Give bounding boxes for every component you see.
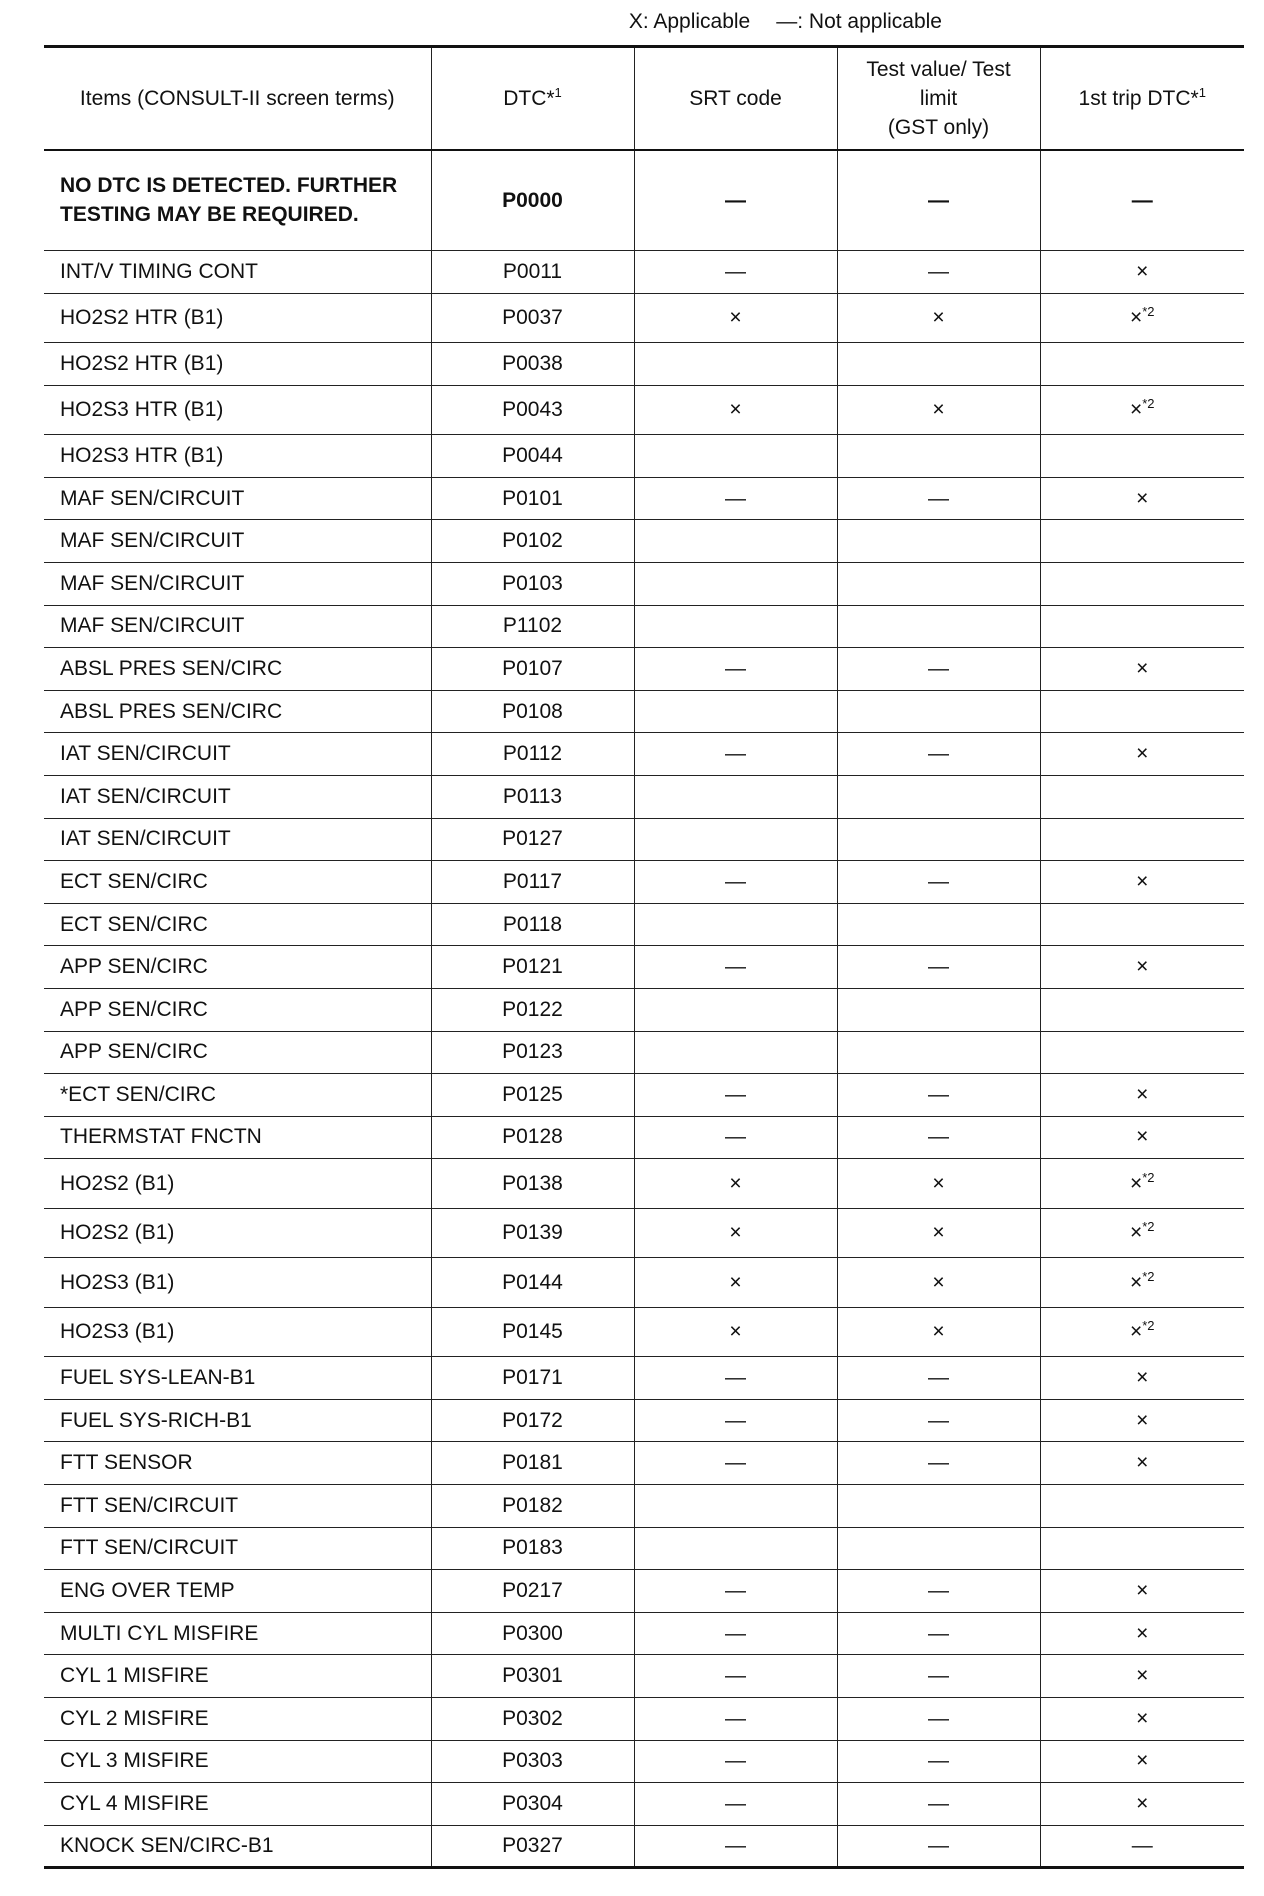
cell-srt-code (634, 988, 837, 1031)
cell-first-trip-dtc (1040, 1485, 1244, 1528)
cell-test-value: — (837, 946, 1040, 989)
cell-item: IAT SEN/CIRCUIT (44, 733, 431, 776)
cell-test-value (837, 520, 1040, 563)
cell-first-trip-dtc: × (1040, 1655, 1244, 1698)
cell-test-value: — (837, 1740, 1040, 1783)
cell-dtc: P0303 (431, 1740, 634, 1783)
footnote-marker: *2 (1142, 1268, 1155, 1284)
cell-srt-code: × (634, 1208, 837, 1258)
cell-srt-code (634, 520, 837, 563)
cell-item: CYL 1 MISFIRE (44, 1655, 431, 1698)
cell-first-trip-dtc (1040, 690, 1244, 733)
cell-first-trip-dtc (1040, 1527, 1244, 1570)
cell-srt-code: × (634, 385, 837, 435)
cell-test-value: — (837, 1442, 1040, 1485)
cell-srt-code: — (634, 1357, 837, 1400)
table-row (44, 1357, 1244, 1400)
cell-test-value (837, 1031, 1040, 1074)
cell-first-trip-dtc (1040, 435, 1244, 478)
cell-test-value: × (837, 385, 1040, 435)
cell-first-trip-dtc: ×$^{*2}$ (1040, 1159, 1244, 1209)
cell-item: KNOCK SEN/CIRC-B1 (44, 1825, 431, 1868)
cell-dtc: P0301 (431, 1655, 634, 1698)
cell-test-value: — (837, 1783, 1040, 1826)
table-row (44, 435, 1244, 478)
cell-item: CYL 4 MISFIRE (44, 1783, 431, 1826)
cell-dtc: P0302 (431, 1698, 634, 1741)
table-row (44, 1485, 1244, 1528)
cell-item: INT/V TIMING CONT (44, 251, 431, 294)
cell-item: MAF SEN/CIRCUIT (44, 520, 431, 563)
cell-srt-code (634, 343, 837, 386)
table-row (44, 1612, 1244, 1655)
table-header (44, 47, 1244, 150)
cell-item: FTT SEN/CIRCUIT (44, 1527, 431, 1570)
table-row (44, 818, 1244, 861)
cell-srt-code: — (634, 1612, 837, 1655)
footnote-marker: *2 (1142, 303, 1155, 319)
cell-item: MAF SEN/CIRCUIT (44, 605, 431, 648)
cell-item: HO2S3 (B1) (44, 1258, 431, 1308)
footnote-marker: *2 (1142, 395, 1155, 411)
cell-srt-code (634, 1485, 837, 1528)
cell-dtc: P0128 (431, 1116, 634, 1159)
legend-applicable: X: Applicable (628, 10, 751, 33)
cell-srt-code: — (634, 1116, 837, 1159)
cell-item: IAT SEN/CIRCUIT (44, 775, 431, 818)
cell-srt-code (634, 435, 837, 478)
cell-srt-code: — (634, 733, 837, 776)
cell-item: ABSL PRES SEN/CIRC (44, 690, 431, 733)
cell-first-trip-dtc: × (1040, 1698, 1244, 1741)
cell-dtc: P0011 (431, 251, 634, 294)
cell-dtc: P0300 (431, 1612, 634, 1655)
cell-srt-code: — (634, 1698, 837, 1741)
cell-test-value: — (837, 1655, 1040, 1698)
table-row (44, 1031, 1244, 1074)
cell-srt-code (634, 818, 837, 861)
cell-test-value (837, 435, 1040, 478)
cell-dtc: P0172 (431, 1399, 634, 1442)
cell-dtc: P0144 (431, 1258, 634, 1308)
cell-srt-code (634, 690, 837, 733)
cell-dtc: P0107 (431, 648, 634, 691)
cell-dtc: P0327 (431, 1825, 634, 1868)
cell-dtc: P0171 (431, 1357, 634, 1400)
cell-srt-code: — (634, 1825, 837, 1868)
cell-item: NO DTC IS DETECTED. FURTHER TESTING MAY BE REQUIRED. (44, 150, 431, 251)
table-row (44, 1399, 1244, 1442)
cell-srt-code: — (634, 861, 837, 904)
cell-item: FUEL SYS-RICH-B1 (44, 1399, 431, 1442)
cell-test-value: — (837, 1357, 1040, 1400)
cell-test-value: — (837, 477, 1040, 520)
header-test-value: Test value/ Test limit (GST only) (837, 47, 1040, 150)
cell-first-trip-dtc: × (1040, 1740, 1244, 1783)
cell-dtc: P0038 (431, 343, 634, 386)
cell-test-value: — (837, 251, 1040, 294)
cell-dtc: P0117 (431, 861, 634, 904)
cell-item: HO2S2 (B1) (44, 1159, 431, 1209)
cell-item: IAT SEN/CIRCUIT (44, 818, 431, 861)
cell-test-value: — (837, 861, 1040, 904)
cell-dtc: P0181 (431, 1442, 634, 1485)
dtc-table (44, 45, 1244, 1869)
cell-first-trip-dtc: × (1040, 1399, 1244, 1442)
table-row (44, 1570, 1244, 1613)
footnote-marker: *2 (1142, 1169, 1155, 1185)
cell-test-value: — (837, 1698, 1040, 1741)
cell-srt-code: — (634, 1442, 837, 1485)
table-row (44, 520, 1244, 563)
cell-item: HO2S2 (B1) (44, 1208, 431, 1258)
cell-test-value (837, 343, 1040, 386)
table-row (44, 251, 1244, 294)
table-body (44, 150, 1244, 1868)
cell-dtc: P0121 (431, 946, 634, 989)
cell-first-trip-dtc: × (1040, 251, 1244, 294)
cell-dtc: P0138 (431, 1159, 634, 1209)
cell-srt-code: — (634, 1740, 837, 1783)
cell-srt-code (634, 775, 837, 818)
cell-srt-code: — (634, 1570, 837, 1613)
cell-dtc: P0217 (431, 1570, 634, 1613)
cell-first-trip-dtc: × (1040, 1357, 1244, 1400)
cell-first-trip-dtc: × (1040, 1074, 1244, 1117)
table-row (44, 293, 1244, 343)
table-row (44, 1740, 1244, 1783)
table-row (44, 946, 1244, 989)
cell-first-trip-dtc (1040, 1031, 1244, 1074)
cell-test-value: — (837, 648, 1040, 691)
cell-test-value (837, 1527, 1040, 1570)
cell-item: MAF SEN/CIRCUIT (44, 562, 431, 605)
cell-dtc: P0101 (431, 477, 634, 520)
cell-test-value: — (837, 1612, 1040, 1655)
cell-item: *ECT SEN/CIRC (44, 1074, 431, 1117)
table-row (44, 477, 1244, 520)
cell-first-trip-dtc: — (1040, 150, 1244, 251)
cell-srt-code: × (634, 1258, 837, 1308)
cell-test-value: — (837, 733, 1040, 776)
cell-test-value: — (837, 150, 1040, 251)
cell-srt-code: × (634, 293, 837, 343)
cell-test-value (837, 818, 1040, 861)
cell-srt-code: — (634, 1074, 837, 1117)
footnote-marker: *2 (1142, 1318, 1155, 1334)
cell-first-trip-dtc (1040, 903, 1244, 946)
table-row (44, 562, 1244, 605)
cell-test-value: — (837, 1825, 1040, 1868)
cell-first-trip-dtc: × (1040, 648, 1244, 691)
cell-srt-code: × (634, 1159, 837, 1209)
cell-first-trip-dtc: × (1040, 1612, 1244, 1655)
cell-first-trip-dtc: × (1040, 1783, 1244, 1826)
table-row (44, 1783, 1244, 1826)
table-row (44, 988, 1244, 1031)
table-row (44, 1442, 1244, 1485)
cell-srt-code: — (634, 251, 837, 294)
cell-dtc: P1102 (431, 605, 634, 648)
cell-first-trip-dtc: × (1040, 1116, 1244, 1159)
cell-test-value (837, 1485, 1040, 1528)
cell-dtc: P0102 (431, 520, 634, 563)
cell-item: HO2S3 HTR (B1) (44, 385, 431, 435)
cell-test-value (837, 562, 1040, 605)
table-row (44, 1698, 1244, 1741)
cell-dtc: P0044 (431, 435, 634, 478)
table-row (44, 385, 1244, 435)
cell-dtc: P0000 (431, 150, 634, 251)
table-row (44, 1655, 1244, 1698)
cell-first-trip-dtc: × (1040, 861, 1244, 904)
cell-item: APP SEN/CIRC (44, 988, 431, 1031)
cell-srt-code: — (634, 1399, 837, 1442)
cell-test-value (837, 775, 1040, 818)
table-row (44, 861, 1244, 904)
cell-item: ABSL PRES SEN/CIRC (44, 648, 431, 691)
cell-item: HO2S2 HTR (B1) (44, 343, 431, 386)
cell-dtc: P0108 (431, 690, 634, 733)
table-row (44, 1074, 1244, 1117)
cell-first-trip-dtc (1040, 343, 1244, 386)
cell-first-trip-dtc (1040, 605, 1244, 648)
cell-first-trip-dtc: ×$^{*2}$ (1040, 1258, 1244, 1308)
cell-item: ECT SEN/CIRC (44, 861, 431, 904)
header-items: Items (CONSULT-II screen terms) (44, 47, 431, 150)
cell-srt-code: — (634, 477, 837, 520)
cell-srt-code (634, 1031, 837, 1074)
table-row (44, 903, 1244, 946)
cell-dtc: P0112 (431, 733, 634, 776)
cell-dtc: P0113 (431, 775, 634, 818)
cell-srt-code: — (634, 1655, 837, 1698)
cell-test-value: × (837, 1208, 1040, 1258)
cell-srt-code (634, 1527, 837, 1570)
table-row (44, 1258, 1244, 1308)
table-row (44, 1159, 1244, 1209)
cell-test-value: — (837, 1116, 1040, 1159)
cell-dtc: P0103 (431, 562, 634, 605)
cell-test-value: × (837, 1307, 1040, 1357)
cell-dtc: P0183 (431, 1527, 634, 1570)
cell-first-trip-dtc: ×$^{*2}$ (1040, 1208, 1244, 1258)
cell-test-value (837, 903, 1040, 946)
legend-not-applicable: —: Not applicable (776, 10, 942, 33)
table-row (44, 1307, 1244, 1357)
cell-first-trip-dtc (1040, 818, 1244, 861)
cell-srt-code (634, 903, 837, 946)
cell-item: FTT SEN/CIRCUIT (44, 1485, 431, 1528)
cell-first-trip-dtc: × (1040, 733, 1244, 776)
cell-item: HO2S3 (B1) (44, 1307, 431, 1357)
table-row (44, 605, 1244, 648)
cell-srt-code (634, 605, 837, 648)
cell-item: FUEL SYS-LEAN-B1 (44, 1357, 431, 1400)
table-row (44, 1527, 1244, 1570)
cell-first-trip-dtc (1040, 562, 1244, 605)
cell-dtc: P0125 (431, 1074, 634, 1117)
cell-test-value: × (837, 293, 1040, 343)
cell-dtc: P0182 (431, 1485, 634, 1528)
cell-item: CYL 2 MISFIRE (44, 1698, 431, 1741)
cell-dtc: P0118 (431, 903, 634, 946)
cell-first-trip-dtc: × (1040, 477, 1244, 520)
cell-srt-code (634, 562, 837, 605)
cell-dtc: P0043 (431, 385, 634, 435)
cell-test-value: × (837, 1159, 1040, 1209)
table-row (44, 690, 1244, 733)
cell-first-trip-dtc: ×$^{*2}$ (1040, 1307, 1244, 1357)
header-first-trip-dtc: 1st trip DTC*$^1$ (1040, 47, 1244, 150)
cell-item: APP SEN/CIRC (44, 1031, 431, 1074)
header-dtc: DTC*$^1$ (431, 47, 634, 150)
cell-first-trip-dtc (1040, 520, 1244, 563)
cell-srt-code: — (634, 946, 837, 989)
cell-srt-code: — (634, 150, 837, 251)
cell-item: HO2S3 HTR (B1) (44, 435, 431, 478)
cell-test-value (837, 690, 1040, 733)
cell-dtc: P0145 (431, 1307, 634, 1357)
table-row (44, 150, 1244, 251)
cell-first-trip-dtc (1040, 775, 1244, 818)
cell-test-value: — (837, 1074, 1040, 1117)
cell-first-trip-dtc: × (1040, 946, 1244, 989)
header-srt-code: SRT code (634, 47, 837, 150)
cell-dtc: P0139 (431, 1208, 634, 1258)
cell-dtc: P0037 (431, 293, 634, 343)
footnote-marker: *2 (1142, 1219, 1155, 1235)
cell-item: MAF SEN/CIRCUIT (44, 477, 431, 520)
cell-dtc: P0123 (431, 1031, 634, 1074)
cell-test-value (837, 605, 1040, 648)
table-row (44, 343, 1244, 386)
cell-dtc: P0122 (431, 988, 634, 1031)
cell-first-trip-dtc: × (1040, 1570, 1244, 1613)
cell-item: FTT SENSOR (44, 1442, 431, 1485)
cell-first-trip-dtc: × (1040, 1442, 1244, 1485)
cell-srt-code: — (634, 1783, 837, 1826)
table-row (44, 775, 1244, 818)
cell-first-trip-dtc (1040, 988, 1244, 1031)
cell-test-value: — (837, 1570, 1040, 1613)
cell-item: ENG OVER TEMP (44, 1570, 431, 1613)
cell-srt-code: × (634, 1307, 837, 1357)
cell-item: MULTI CYL MISFIRE (44, 1612, 431, 1655)
table-row (44, 1116, 1244, 1159)
table-row (44, 1825, 1244, 1868)
cell-test-value: — (837, 1399, 1040, 1442)
cell-srt-code: — (634, 648, 837, 691)
cell-item: CYL 3 MISFIRE (44, 1740, 431, 1783)
legend (629, 10, 942, 34)
cell-test-value (837, 988, 1040, 1031)
table-row (44, 648, 1244, 691)
cell-item: HO2S2 HTR (B1) (44, 293, 431, 343)
cell-first-trip-dtc: — (1040, 1825, 1244, 1868)
cell-test-value: × (837, 1258, 1040, 1308)
cell-item: ECT SEN/CIRC (44, 903, 431, 946)
cell-item: THERMSTAT FNCTN (44, 1116, 431, 1159)
cell-first-trip-dtc: ×$^{*2}$ (1040, 293, 1244, 343)
table-row (44, 733, 1244, 776)
cell-item: APP SEN/CIRC (44, 946, 431, 989)
cell-dtc: P0127 (431, 818, 634, 861)
cell-dtc: P0304 (431, 1783, 634, 1826)
cell-first-trip-dtc: ×$^{*2}$ (1040, 385, 1244, 435)
table-row (44, 1208, 1244, 1258)
